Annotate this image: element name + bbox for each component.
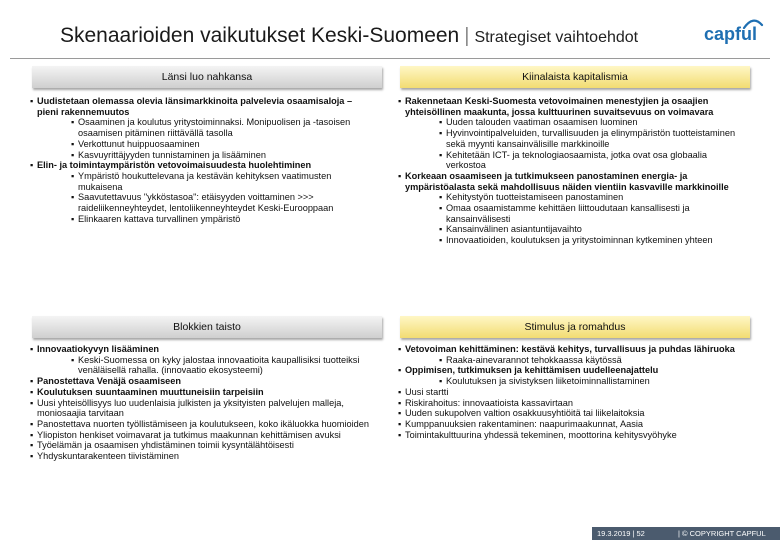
logo-text: capful — [704, 24, 758, 44]
bullet-item: ▪ Elin- ja toimintaympäristön vetovoimaisuudesta huolehtiminen — [30, 160, 376, 171]
sub-bullet-item: ▪ Osaaminen ja koulutus yritystoiminnaksi. Monipuolisen ja -tasoisen osaamisen pitäminen riittävällä tasolla — [30, 117, 376, 138]
logo-arc-icon — [742, 17, 764, 29]
sub-bullet-item: ▪ Raaka-ainevarannot tehokkaassa käytössä — [398, 355, 740, 366]
page-title — [60, 24, 700, 54]
quadrant-content-kiina — [398, 96, 740, 246]
sub-bullet-item: ▪ Omaa osaamistamme kehittäen liittoudutaan kansallisesti ja kansainvälisesti — [398, 203, 740, 224]
sub-bullet-item: ▪ Innovaatioiden, koulutuksen ja yritystoiminnan kytkeminen yhteen — [398, 235, 740, 246]
bullet-item: ▪ Yliopiston henkiset voimavarat ja tutkimus maakunnan kehittämisen avuksi — [30, 430, 376, 441]
sub-bullet-item: ▪ Saavutettavuus "ykköstasoa": etäisyyden voittaminen >>> raideliikenneyhteydet, lentoliikenneyhteydet Keski-Eurooppaan — [30, 192, 376, 213]
quadrant-header-kiina: Kiinalaista kapitalismia — [400, 66, 750, 88]
bullet-item: ▪ Riskirahoitus: innovaatioista kassavirtaan — [398, 398, 740, 409]
footer-copyright: | © COPYRIGHT CAPFUL — [678, 529, 766, 538]
sub-bullet-item: ▪ Keski-Suomessa on kyky jalostaa innovaatioita kaupallisiksi tuotteiksi venäläisellä rahalla. (innovaatio ekosysteemi) — [30, 355, 376, 376]
sub-bullet-item: ▪ Hyvinvointipalveluiden, turvallisuuden ja elinympäristön tuotteistaminen sekä myynti kansainvälisille markkinoille — [398, 128, 740, 149]
bullet-item: ▪ Panostettava Venäjä osaamiseen — [30, 376, 376, 387]
quadrant-header-lansi: Länsi luo nahkansa — [32, 66, 382, 88]
bullet-item: ▪ Yhdyskuntarakenteen tiivistäminen — [30, 451, 376, 462]
bullet-item: ▪ Kumppanuuksien rakentaminen: naapurimaakunnat, Aasia — [398, 419, 740, 430]
bullet-item: ▪ Korkeaan osaamiseen ja tutkimukseen panostaminen energia- ja ympäristöalasta sekä mahdollisuus näiden vientiin kasvaville markkinoille — [398, 171, 740, 192]
sub-bullet-item: ▪ Verkottunut huippuosaaminen — [30, 139, 376, 150]
bullet-item: ▪ Työelämän ja osaamisen yhdistäminen toimii kysyntälähtöisesti — [30, 440, 376, 451]
bullet-item: ▪ Uusi yhteisöllisyys luo uudenlaisia julkisten ja yksityisten palvelujen malleja, moniosaajia tarvitaan — [30, 398, 376, 419]
bullet-item: ▪ Innovaatiokyvyn lisääminen — [30, 344, 376, 355]
bullet-item: ▪ Uusi startti — [398, 387, 740, 398]
title-subtitle: Strategiset vaihtoehdot — [474, 29, 639, 46]
quadrant-content-stimulus — [398, 344, 740, 440]
bullet-item: ▪ Oppimisen, tutkimuksen ja kehittämisen uudelleenajattelu — [398, 365, 740, 376]
bullet-item: ▪ Rakennetaan Keski-Suomesta vetovoimainen menestyjien ja osaajien yhteisöllinen maakunta, jossa kulttuurinen suvaitsevuus on voimavara — [398, 96, 740, 117]
bullet-item: ▪ Toimintakulttuurina yhdessä tekeminen, moottorina kehitysvyöhyke — [398, 430, 740, 441]
bullet-item: ▪ Koulutuksen suuntaaminen muuttuneisiin tarpeisiin — [30, 387, 376, 398]
footer-date: 19.3.2019 | 52 — [597, 529, 645, 538]
quadrant-content-lansi — [30, 96, 376, 224]
title-main: Skenaarioiden vaikutukset Keski-Suomeen — [60, 24, 460, 47]
sub-bullet-item: ▪ Koulutuksen ja sivistyksen liiketoiminnallistaminen — [398, 376, 740, 387]
sub-bullet-item: ▪ Uuden talouden vaatiman osaamisen luominen — [398, 117, 740, 128]
title-separator: | — [464, 25, 470, 47]
bullet-item: ▪ Uudistetaan olemassa olevia länsimarkkinoita palvelevia osaamisaloja – pieni rakennemuutos — [30, 96, 376, 117]
sub-bullet-item: ▪ Elinkaaren kattava turvallinen ympäristö — [30, 214, 376, 225]
bullet-item: ▪ Vetovoiman kehittäminen: kestävä kehitys, turvallisuus ja puhdas lähiruoka — [398, 344, 740, 355]
title-divider — [10, 58, 770, 59]
quadrant-content-blokkien — [30, 344, 376, 462]
sub-bullet-item: ▪ Ympäristö houkuttelevana ja kestävän kehityksen vaatimusten mukaisena — [30, 171, 376, 192]
sub-bullet-item: ▪ Kehitetään ICT- ja teknologiaosaamista, jotka ovat osa globaalia verkostoa — [398, 150, 740, 171]
capful-logo — [704, 20, 768, 48]
sub-bullet-item: ▪ Kansainvälinen asiantuntijavaihto — [398, 224, 740, 235]
sub-bullet-item: ▪ Kehitystyön tuotteistamiseen panostaminen — [398, 192, 740, 203]
sub-bullet-item: ▪ Kasvuyrittäjyyden tunnistaminen ja lisääminen — [30, 150, 376, 161]
bullet-item: ▪ Uuden sukupolven valtion osakkuusyhtiöitä tai liikelaitoksia — [398, 408, 740, 419]
quadrant-header-stimulus: Stimulus ja romahdus — [400, 316, 750, 338]
quadrant-header-blokkien: Blokkien taisto — [32, 316, 382, 338]
bullet-item: ▪ Panostettava nuorten työllistämiseen ja koulutukseen, koko ikäluokka huomioiden — [30, 419, 376, 430]
footer-bar — [592, 527, 780, 540]
